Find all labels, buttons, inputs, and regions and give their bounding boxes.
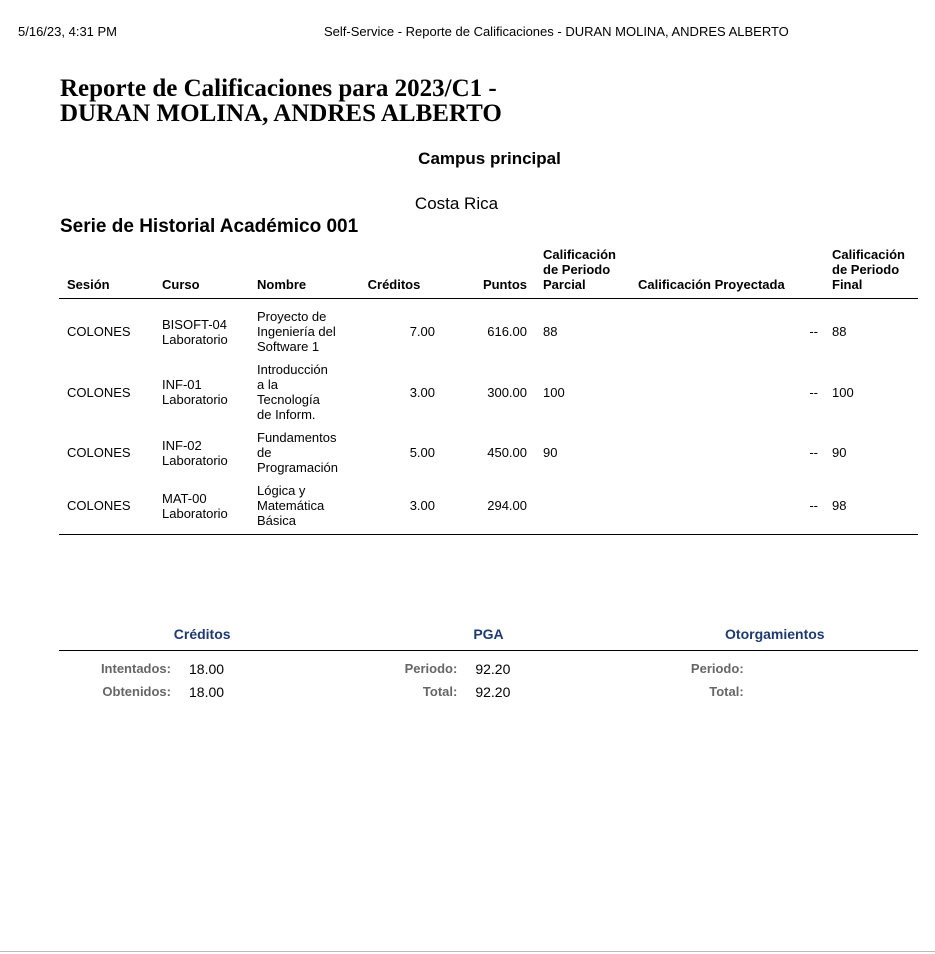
cell-name: Introducción a la Tecnología de Inform.: [257, 362, 328, 422]
cell-final: 98: [824, 479, 918, 535]
summary-gpa: [345, 657, 631, 703]
cell-name: Fundamentos de Programación: [257, 430, 338, 475]
cell-midterm: 90: [543, 445, 558, 460]
cell-credits: 5.00: [409, 445, 435, 460]
cell-credits: 3.00: [345, 479, 443, 535]
course-code: MAT-00: [162, 490, 207, 506]
cell-points: 616.00: [487, 324, 527, 339]
table-row: [59, 426, 918, 479]
earned-value: 18.00: [189, 683, 225, 700]
print-page-title: Self-Service - Reporte de Calificaciones - DURAN MOLINA, ANDRES ALBERTO: [324, 24, 789, 39]
table-row: [59, 358, 918, 426]
attempted-value: 18.00: [189, 660, 225, 677]
gpa-period-value: 92.20: [475, 660, 511, 677]
cell-name: Lógica y Matemática Básica: [249, 479, 345, 535]
cell-midterm: 88: [543, 324, 558, 339]
cell-session: COLONES: [67, 445, 131, 460]
cell-points: 294.00: [443, 479, 535, 535]
table-header-row: [59, 244, 918, 299]
course-type: Laboratorio: [162, 331, 228, 347]
cell-credits: 7.00: [409, 324, 435, 339]
course-code: INF-01: [162, 377, 202, 392]
table-row: [59, 299, 918, 359]
cell-projected: --: [809, 445, 818, 460]
course-code: BISOFT-04: [162, 316, 228, 332]
summary-awards: [632, 657, 918, 703]
grades-table: [59, 244, 918, 535]
awards-period-label: Periodo:: [690, 661, 744, 676]
country-name: Costa Rica: [414, 194, 499, 213]
gpa-total-label: Total:: [422, 684, 458, 699]
course-type: Laboratorio: [162, 505, 228, 521]
col-header-credits: Créditos: [345, 244, 443, 299]
course-code: INF-02: [162, 437, 202, 453]
col-header-midterm: Calificación de Periodo Parcial: [535, 244, 630, 299]
series-title: Serie de Historial Académico 001: [60, 216, 359, 237]
col-header-final: Calificación de Periodo Final: [824, 244, 918, 299]
cell-course: [154, 299, 249, 359]
attempted-label: Intentados:: [100, 661, 171, 676]
summary-section: [59, 624, 918, 703]
cell-final: 88: [832, 324, 847, 339]
earned-label: Obtenidos:: [102, 684, 171, 699]
cell-course: [154, 358, 249, 426]
summary-headers: [59, 624, 918, 651]
cell-course: [154, 479, 249, 535]
cell-final: 100: [832, 384, 854, 400]
col-header-points: Puntos: [443, 244, 535, 299]
summary-heading-credits: Créditos: [173, 626, 231, 642]
gpa-total-value: 92.20: [475, 683, 511, 700]
print-header: [0, 24, 935, 42]
cell-projected: --: [630, 479, 824, 535]
cell-session: COLONES: [59, 479, 154, 535]
cell-projected: --: [809, 384, 818, 400]
cell-session: COLONES: [67, 324, 131, 339]
cell-session: COLONES: [67, 384, 131, 400]
summary-values: [59, 651, 918, 703]
cell-points: 300.00: [487, 384, 527, 400]
col-header-name: Nombre: [249, 244, 345, 299]
col-header-projected: Calificación Proyectada: [630, 244, 824, 299]
cell-projected: --: [809, 324, 818, 339]
course-type: Laboratorio: [162, 392, 228, 407]
report-title-line-1: Reporte de Calificaciones para 2023/C1 -: [60, 75, 497, 102]
cell-midterm: 100: [543, 384, 565, 400]
col-header-session: Sesión: [59, 244, 154, 299]
gpa-period-label: Periodo:: [404, 661, 458, 676]
campus-name: Campus principal: [418, 149, 561, 168]
report-title: [60, 76, 860, 126]
cell-points: 450.00: [487, 445, 527, 460]
cell-credits: 3.00: [409, 384, 435, 400]
cell-final: 90: [832, 445, 847, 460]
summary-credits: [59, 657, 345, 703]
course-type: Laboratorio: [162, 452, 228, 468]
cell-course: [154, 426, 249, 479]
cell-midterm: [535, 479, 630, 535]
cell-name: Proyecto de Ingeniería del Software 1: [257, 309, 336, 354]
col-header-course: Curso: [154, 244, 249, 299]
report-title-line-2: DURAN MOLINA, ANDRES ALBERTO: [60, 100, 502, 127]
summary-heading-awards: Otorgamientos: [725, 626, 825, 642]
page-bottom-divider: [0, 951, 935, 952]
summary-heading-gpa: PGA: [473, 626, 504, 642]
table-row: [59, 479, 918, 535]
awards-total-label: Total:: [709, 684, 744, 699]
print-datetime: 5/16/23, 4:31 PM: [18, 24, 118, 39]
